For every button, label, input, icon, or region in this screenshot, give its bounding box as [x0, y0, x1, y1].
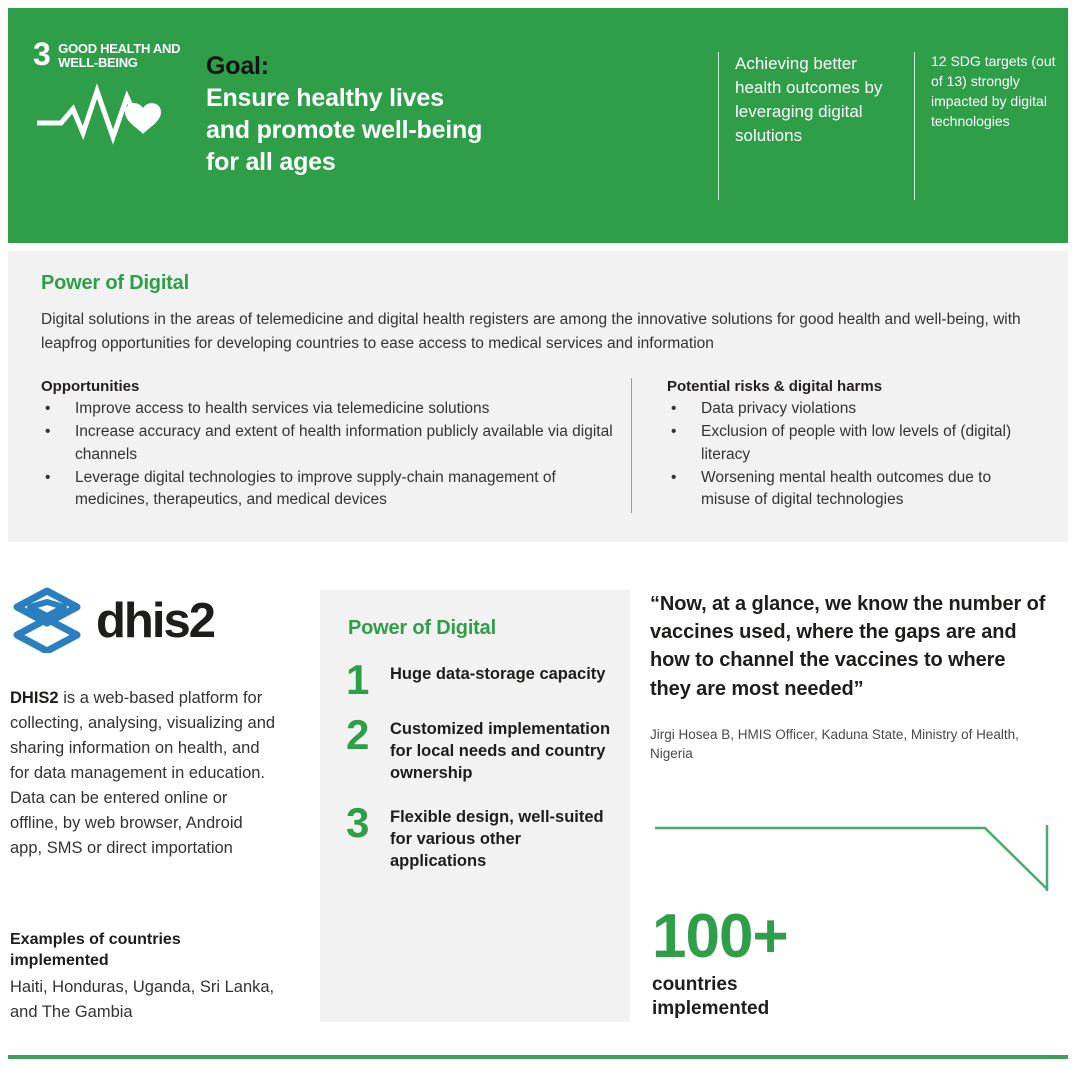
- bullet-icon: •: [45, 468, 51, 486]
- quote-text: “Now, at a glance, we know the number of vaccines used, where the gaps are and how to channel the vaccines to where they are most needed”: [650, 593, 1046, 700]
- opportunity-text: Improve access to health services via telemedicine solutions: [75, 400, 490, 417]
- risk-text: Exclusion of people with low levels of (digital) literacy: [701, 423, 1012, 463]
- sdg-badge-top: [33, 36, 183, 72]
- footer-divider: [8, 1055, 1068, 1059]
- risks-column: [631, 378, 1031, 513]
- risks-heading: Potential risks & digital harms: [667, 378, 883, 395]
- bullet-icon: •: [671, 400, 677, 417]
- power-of-digital-title: Power of Digital: [41, 272, 189, 294]
- power-of-digital-columns: [41, 378, 1041, 513]
- dhis2-wordmark: dhis2: [96, 594, 214, 648]
- risk-text: Data privacy violations: [701, 400, 857, 417]
- sdg-header-banner: [8, 8, 1068, 243]
- quote-attribution: Jirgi Hosea B, HMIS Officer, Kaduna State, Ministry of Health, Nigeria: [650, 726, 1019, 762]
- testimonial-quote: [650, 590, 1050, 764]
- goal-line-3: for all ages: [206, 148, 336, 176]
- power-of-digital-intro: Digital solutions in the areas of telemedicine and digital health registers are among the innovative solutions for good health and well-being, with leapfrog opportunities for developing countries to ease access to medical services and information: [41, 311, 1021, 353]
- list-item: [41, 421, 621, 466]
- header-callout-outcomes: Achieving better health outcomes by leveraging digital solutions: [718, 52, 885, 200]
- stat-number: 100+: [652, 902, 788, 971]
- feature-number: 1: [346, 656, 369, 703]
- list-item: [346, 799, 611, 873]
- countries-stat: [652, 902, 992, 1022]
- list-item: [667, 467, 1031, 512]
- opportunity-text: Increase accuracy and extent of health information publicly available via digital channels: [75, 423, 613, 463]
- sdg-number: 3: [33, 36, 51, 72]
- quote-accent-rule: [655, 825, 1050, 897]
- layers-diamond-icon: [10, 585, 84, 658]
- goal-line-1: Ensure healthy lives: [206, 84, 444, 112]
- sdg-goal-badge: [33, 36, 183, 170]
- dhis2-description-body: is a web-based platform for collecting, analysing, visualizing and sharing information on health, and for data management in education. Data can be entered online or offline, by web browser, Android app, SMS or direct importation: [10, 689, 276, 858]
- opportunities-column: [41, 378, 631, 513]
- list-item: [667, 398, 1031, 420]
- heartbeat-heart-icon: [35, 75, 183, 152]
- bullet-icon: •: [671, 468, 677, 486]
- opportunity-text: Leverage digital technologies to improve supply-chain management of medicines, therapeutics, and medical devices: [75, 468, 556, 509]
- power-of-digital-panel: [8, 251, 1068, 542]
- feature-text: Flexible design, well-suited for various other applications: [390, 808, 604, 871]
- feature-number: 3: [346, 799, 369, 847]
- sdg-label: GOOD HEALTH AND WELL-BEING: [58, 41, 181, 70]
- feature-text: Huge data-storage capacity: [390, 665, 606, 683]
- dhis2-description-lead: DHIS2: [10, 689, 59, 707]
- stat-label-line-2: implemented: [652, 998, 770, 1020]
- goal-statement: [206, 50, 686, 178]
- list-item: [667, 421, 1031, 466]
- list-item: [41, 467, 621, 512]
- feature-number: 2: [346, 711, 369, 759]
- list-item: [346, 656, 611, 703]
- list-item: [41, 398, 621, 420]
- goal-label: Goal:: [206, 52, 269, 80]
- bullet-icon: •: [45, 400, 51, 417]
- features-list: [346, 656, 611, 894]
- examples-country-list: Haiti, Honduras, Uganda, Sri Lanka, and The Gambia: [10, 978, 275, 1021]
- examples-heading: Examples of countries implemented: [10, 931, 181, 969]
- stat-label-line-1: countries: [652, 973, 738, 995]
- features-panel-title: Power of Digital: [348, 617, 496, 639]
- list-item: [346, 711, 611, 785]
- bullet-icon: •: [45, 423, 51, 441]
- goal-line-2: and promote well-being: [206, 116, 483, 144]
- header-callout-targets: 12 SDG targets (out of 13) strongly impacted by digital technologies: [914, 52, 1071, 200]
- opportunities-heading: Opportunities: [41, 378, 140, 395]
- feature-text: Customized implementation for local needs and country ownership: [390, 720, 611, 783]
- power-of-digital-features-panel: [320, 590, 630, 1022]
- dhis2-description: [10, 686, 278, 862]
- dhis2-logo: [10, 585, 214, 658]
- bullet-icon: •: [671, 423, 677, 441]
- risk-text: Worsening mental health outcomes due to misuse of digital technologies: [701, 468, 992, 509]
